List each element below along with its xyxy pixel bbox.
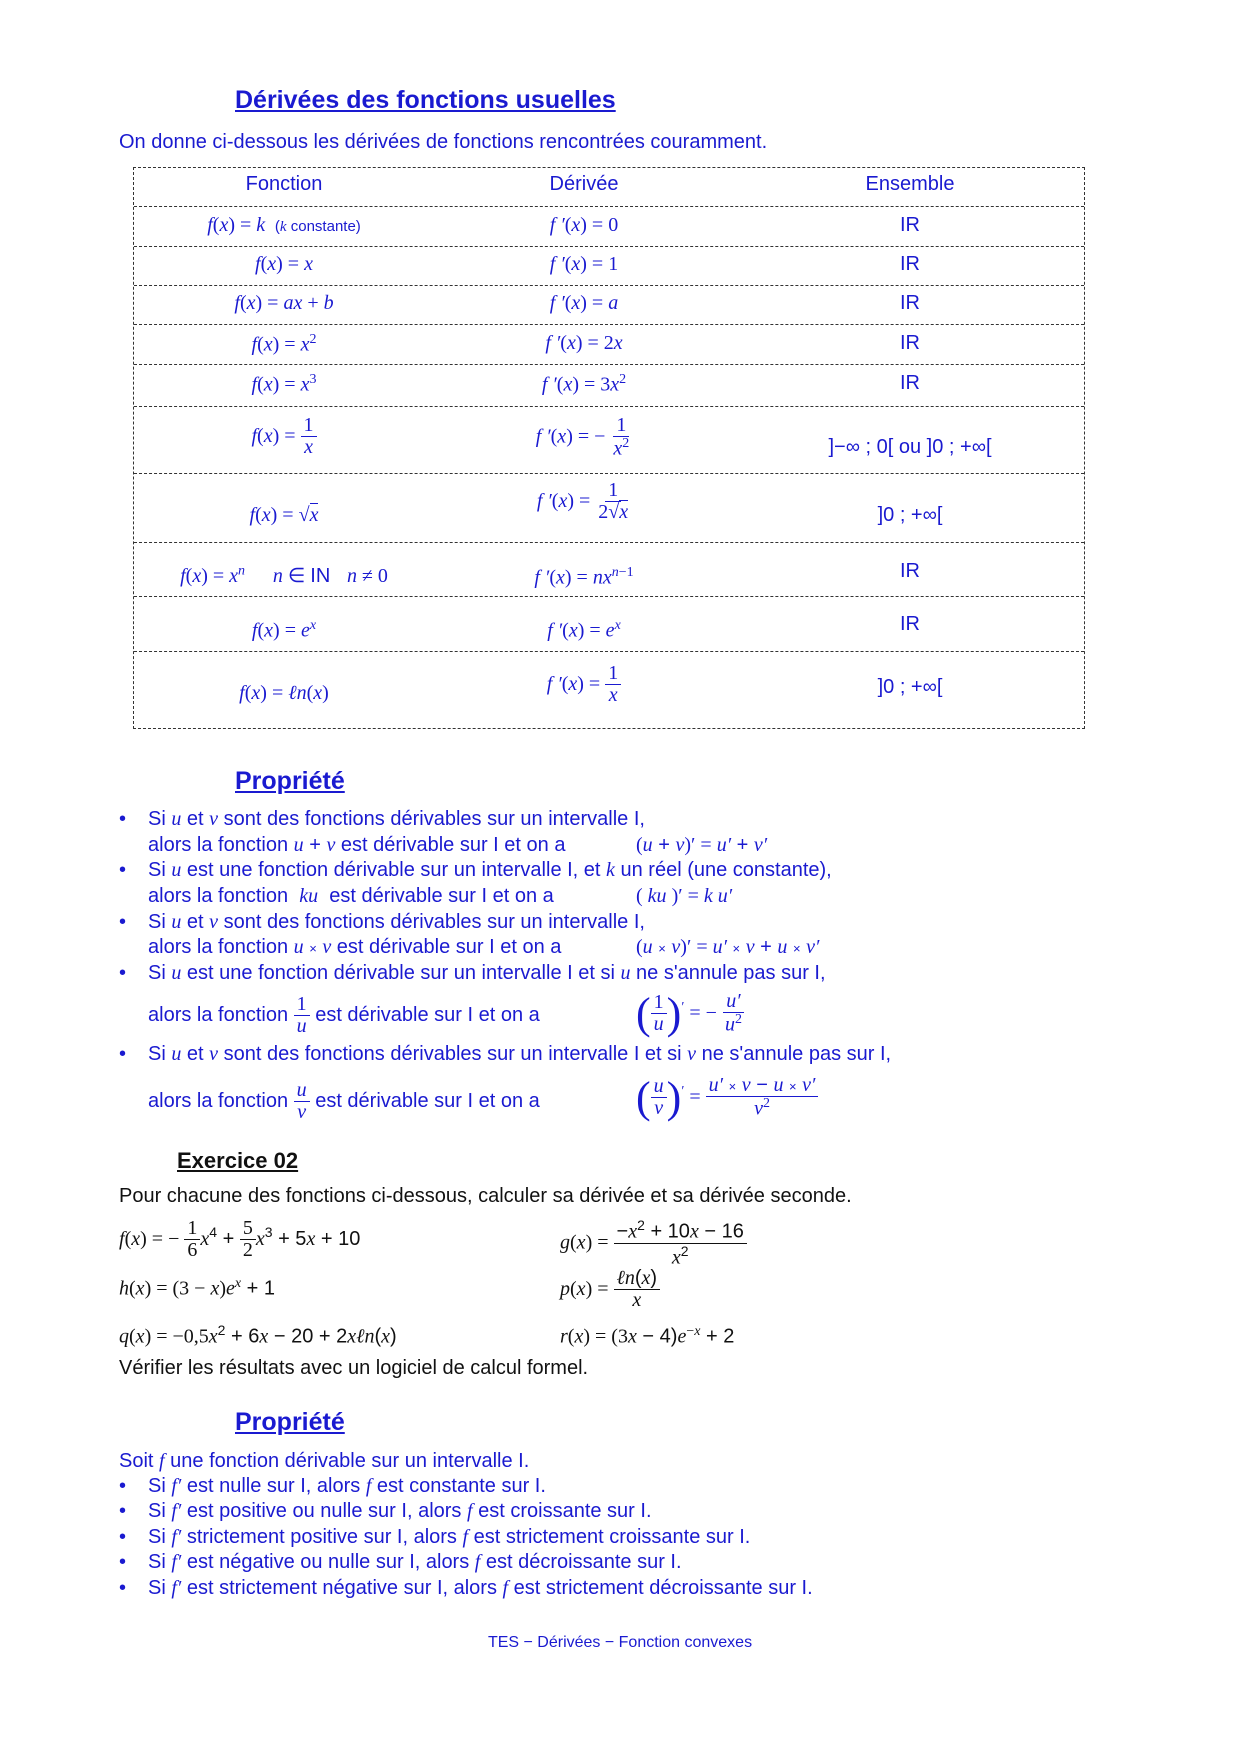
table-row-3-set: IR <box>900 332 920 354</box>
exercise-function-q: $q(x) = -0,5x^2 + 6x - 20$ + 2xℓn(x) <box>119 1322 397 1348</box>
exercise-function-r: $r(x) = (3x - 4)e^{-x} + 2$ <box>560 1324 735 1348</box>
exercise-function-g: g(x) = $\frac{-x^2 + 10x - 16}{x^2}$ <box>560 1218 747 1268</box>
exercise-statement: Pour chacune des fonctions ci-dessous, calculer sa dérivée et sa dérivée seconde. <box>119 1185 852 1207</box>
header-derivee: Dérivée <box>549 173 619 195</box>
property-2-item-1: Si f′ est positive ou nulle sur I, alors f est croissante sur I. <box>148 1500 652 1522</box>
property-1-formula-product: (u × v)′ = u′ × v + u × v′ <box>636 936 820 958</box>
property-1-item-2-line2: alors la fonction u × v est dérivable sur I et on a <box>148 936 562 958</box>
property-2-item-0: Si f′ est nulle sur I, alors f est constante sur I. <box>148 1475 546 1497</box>
table-row-5-set: ]−∞ ; 0[ ou ]0 ; +∞[ <box>828 436 992 458</box>
table-row-8-derivative: f $'(x) = e^x$ <box>547 618 621 642</box>
table-row-5-derivative: f ′(x) = − $\frac{1}{x^2}$ <box>535 414 630 460</box>
table-row-7-derivative: f $'(x) = nx^{n-1}$ <box>534 565 634 589</box>
table-row-7-set: IR <box>900 560 920 582</box>
property-2-item-2: Si f′ strictement positive sur I, alors f est strictement croissante sur I. <box>148 1526 751 1548</box>
exercise-function-f: f(x) = − $\frac{1}{6}$ $x^4$ + $\frac{5}{2}$ $x^3 + 5x + 10$ <box>119 1217 361 1261</box>
exercise-function-p: p(x) = $\frac{\text{ℓn(x)}}{x}$ <box>560 1268 660 1311</box>
property-1-item-0-line1: Si u et v sont des fonctions dérivables sur un intervalle I, <box>148 808 645 830</box>
exercise-verify: Vérifier les résultats avec un logiciel de calcul formel. <box>119 1357 589 1379</box>
table-row-2-function: f(x) = ax + b <box>234 292 334 314</box>
property-1-item-1-line2: alors la fonction ku est dérivable sur I et on a <box>148 885 554 907</box>
intro-text: On donne ci-dessous les dérivées de fonctions rencontrées couramment. <box>119 131 768 153</box>
property-1-item-2-line1: Si u et v sont des fonctions dérivables sur un intervalle I, <box>148 911 645 933</box>
derivatives-table <box>133 167 1085 729</box>
property-1-formula-scalar: ( ku )′ = k u′ <box>636 885 733 907</box>
property-1-item-3-line2: alors la fonction $\frac{1}{u}$ est dérivable sur I et on a <box>148 993 540 1037</box>
table-row-6-derivative: f ′(x) = $\frac{1}{2√x}$ <box>536 479 629 523</box>
table-row-3-function: $f(x) = x^2$ <box>251 332 317 356</box>
table-row-2-derivative: f ′(x) = a <box>549 292 619 314</box>
table-row-6-set: ]0 ; +∞[ <box>877 504 943 526</box>
property-2-item-4: Si f′ est strictement négative sur I, alors f est strictement décroissante sur I. <box>148 1577 813 1599</box>
table-row-1-set: IR <box>900 253 920 275</box>
table-row-4-set: IR <box>900 372 920 394</box>
table-row-9-function: f(x) = ℓn(x) <box>239 682 329 704</box>
header-ensemble: Ensemble <box>865 173 955 195</box>
property-1-item-4-line2: alors la fonction $\frac{u}{v}$ est dérivable sur I et on a <box>148 1079 540 1123</box>
table-row-4-function: $f(x) = x^3$ <box>251 372 317 396</box>
table-row-9-set: ]0 ; +∞[ <box>877 676 943 698</box>
table-row-1-derivative: f ′(x) = 1 <box>549 253 619 275</box>
table-row-4-derivative: f $'(x) = 3x^2$ <box>541 372 627 396</box>
page-title: Dérivées des fonctions usuelles <box>235 86 616 114</box>
footer: TES − Dérivées − Fonction convexes <box>487 1634 753 1651</box>
table-row-1-function: f(x) = x <box>255 253 313 275</box>
table-row-6-function: f(x) = √x <box>249 504 319 526</box>
header-fonction: Fonction <box>245 173 323 195</box>
property-2-intro: Soit f une fonction dérivable sur un intervalle I. <box>119 1450 530 1472</box>
table-row-3-derivative: f ′(x) = 2x <box>545 332 623 354</box>
property-1-item-3-line1: Si u est une fonction dérivable sur un intervalle I et si u ne s'annule pas sur I, <box>148 962 826 984</box>
table-row-0-set: IR <box>900 214 920 236</box>
property-1-title: Propriété <box>235 767 345 795</box>
property-1-item-1-line1: Si u est une fonction dérivable sur un intervalle I, et k un réel (une constante), <box>148 859 832 881</box>
table-row-0-function: f(x) = k (k constante) <box>207 214 361 236</box>
property-2-item-3: Si f′ est négative ou nulle sur I, alors f est décroissante sur I. <box>148 1551 682 1573</box>
table-row-0-derivative: f ′(x) = 0 <box>549 214 619 236</box>
table-row-8-function: $f(x) = e^x$ <box>251 618 317 642</box>
table-row-2-set: IR <box>900 292 920 314</box>
table-row-8-set: IR <box>900 613 920 635</box>
property-1-formula-sum: (u + v)′ = u′ + v′ <box>636 834 768 856</box>
table-row-7-function: $f(x) = x^n$ n ∈ IN n ≠ 0 <box>180 563 388 587</box>
property-2-title: Propriété <box>235 1408 345 1436</box>
exercise-title: Exercice 02 <box>177 1148 299 1173</box>
property-1-formula-quotient: ( $\frac{u}{v}$ )′ = $\frac{u' \times v - u \times v'}{v^2}$ <box>636 1072 818 1123</box>
table-row-9-derivative: f ′(x) = $\frac{1}{x}$ <box>434 663 734 706</box>
property-1-item-0-line2: alors la fonction u + v est dérivable sur I et on a <box>148 834 566 856</box>
property-1-formula-inverse: ( $\frac{1}{u}$ )′ = − $\frac{u'}{u^2}$ <box>636 989 742 1038</box>
property-1-item-4-line1: Si u et v sont des fonctions dérivables sur un intervalle I et si v ne s'annule pas sur I, <box>148 1043 892 1065</box>
table-row-5-function: f(x) = $\frac{1}{x}$ <box>134 415 434 458</box>
exercise-function-h: $h(x) = (3 - x)e^x + 1$ <box>119 1276 276 1300</box>
